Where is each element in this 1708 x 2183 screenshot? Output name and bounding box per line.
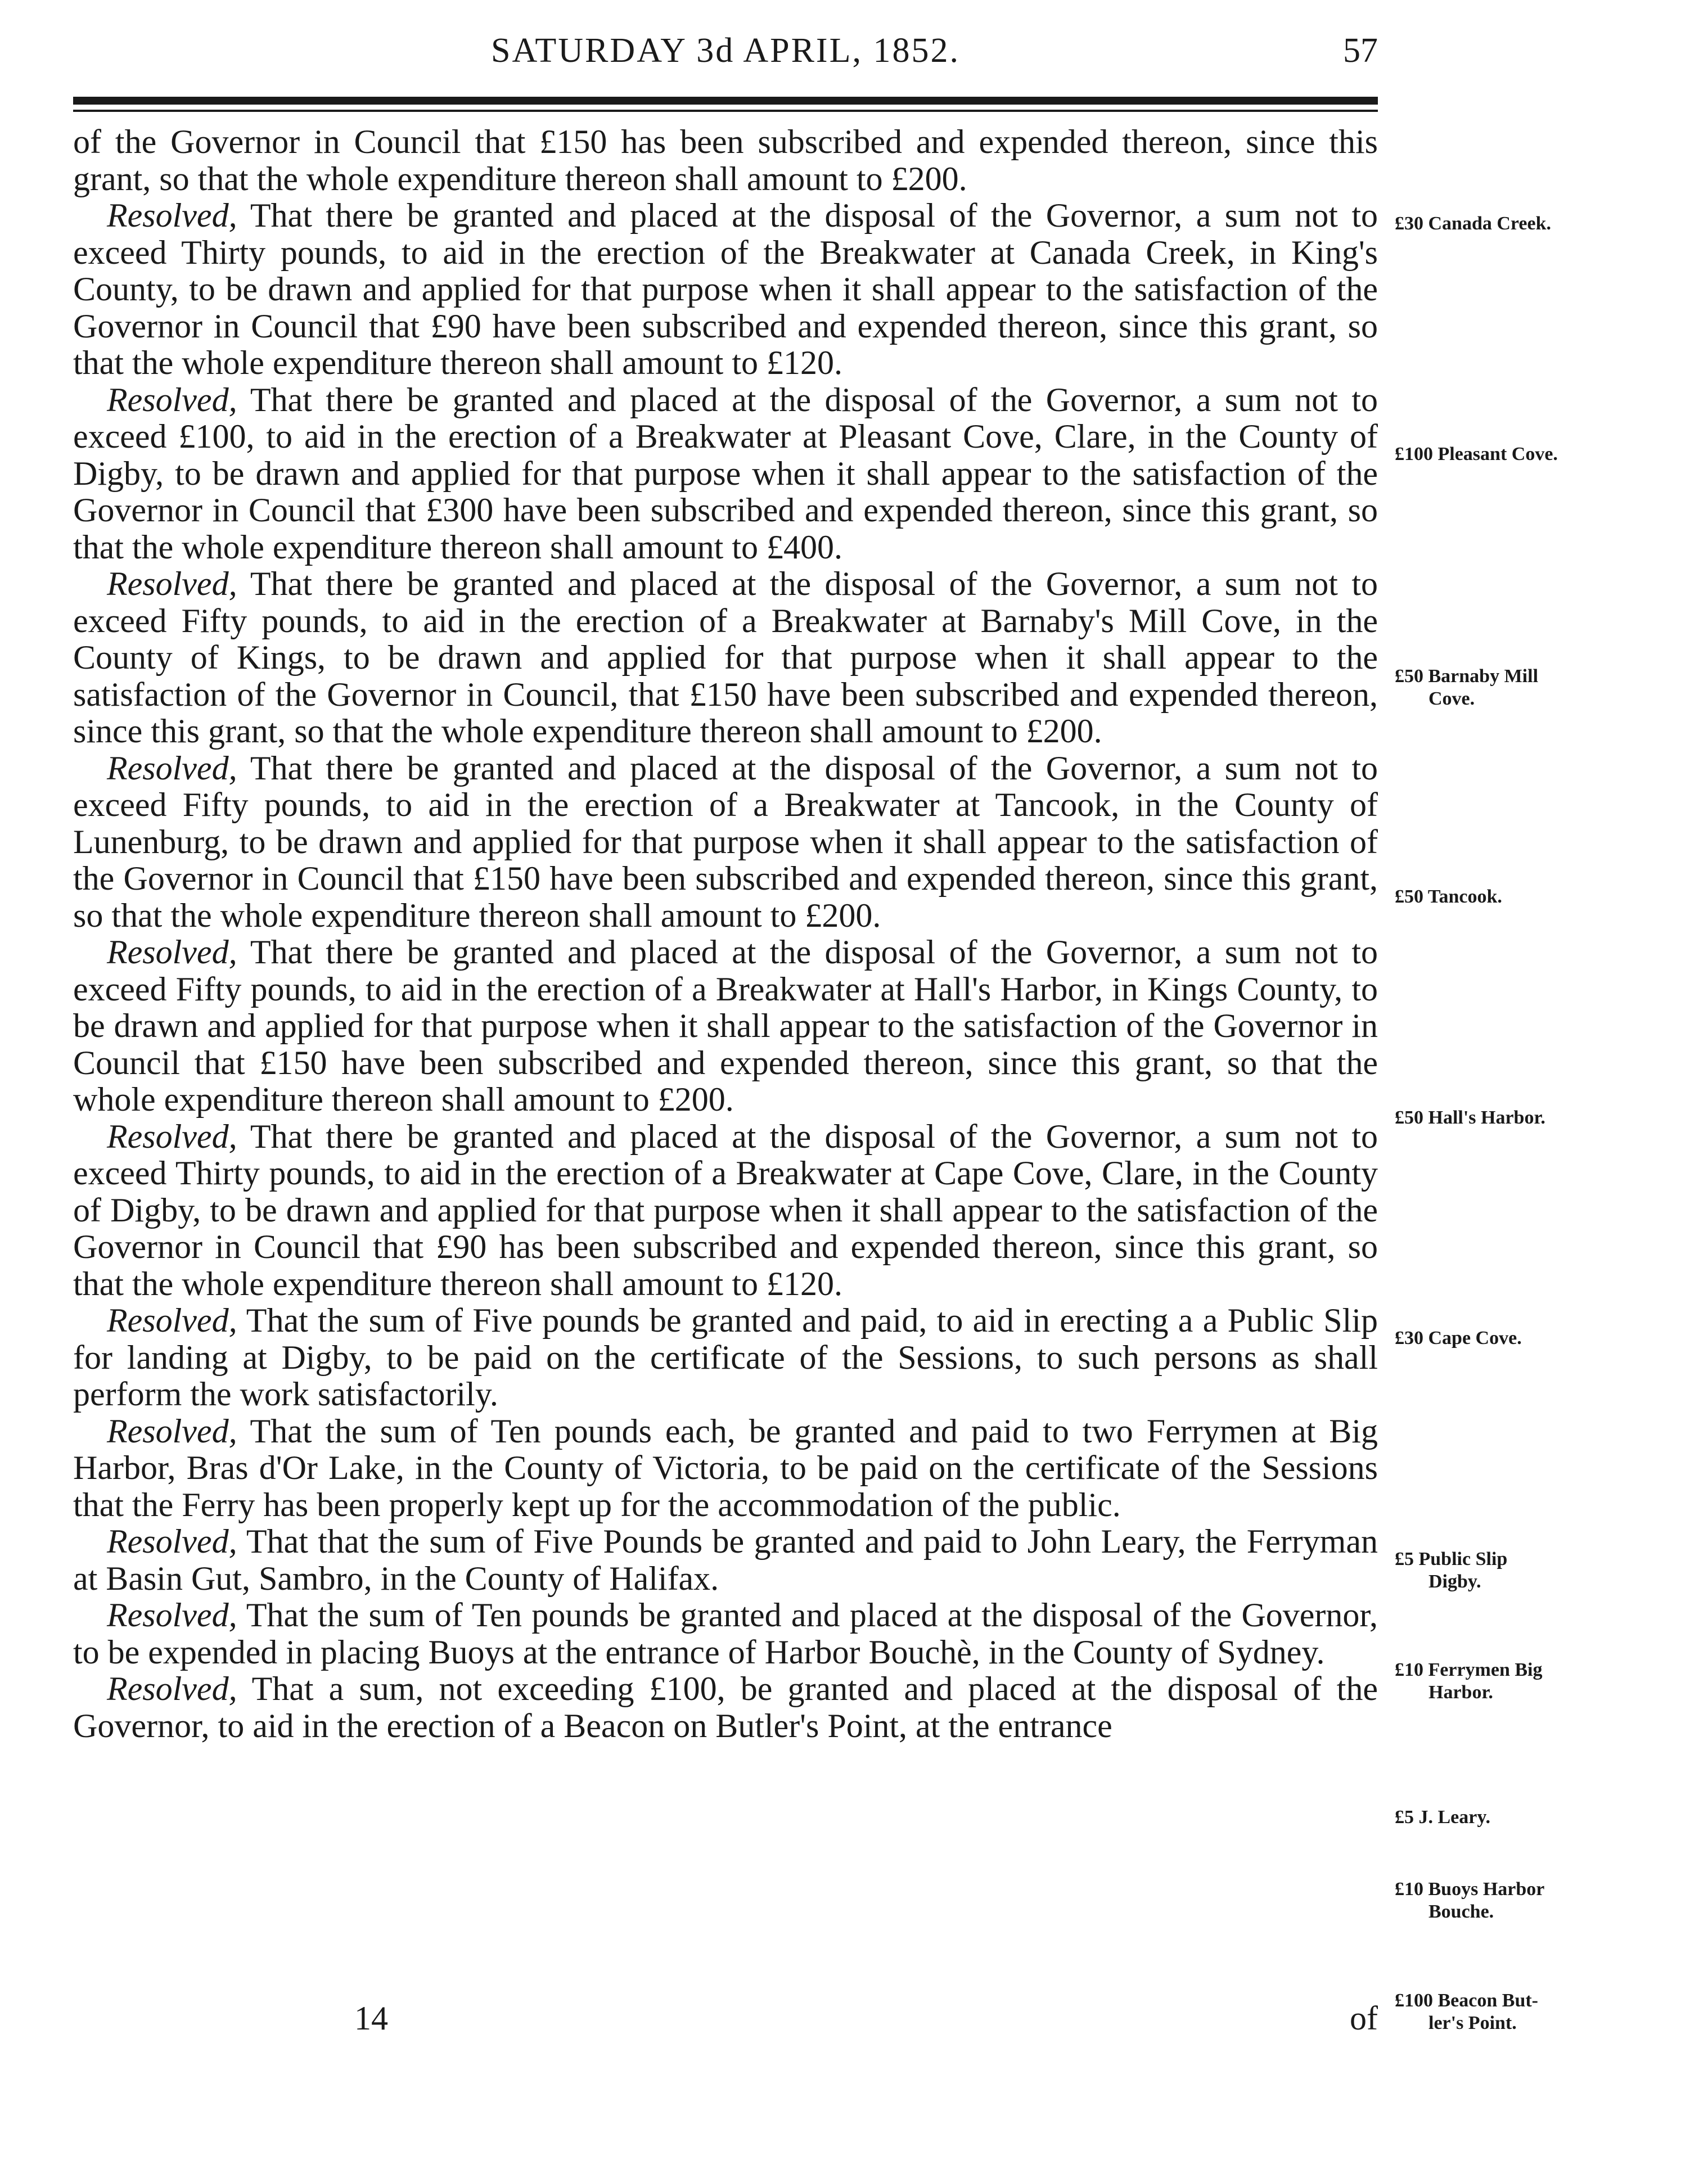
margin-note-line: £50 Hall's Harbor. (1395, 1107, 1545, 1128)
catchword: of (1350, 2000, 1378, 2037)
resolution-cape-cove (73, 1118, 1378, 1303)
signature-mark: 14 (354, 2000, 388, 2037)
margin-note-tancook (1395, 886, 1620, 908)
paragraph-continuation (73, 124, 1378, 197)
resolved-lead: Resolved, (107, 1670, 237, 1707)
paragraph-text: That a sum, not exceeding £100, be granted and placed at the disposal of the Governor, to aid in the erection of a Beacon on Butler's Point, at the entrance (73, 1670, 1378, 1744)
resolution-halls-harbor (73, 934, 1378, 1118)
resolution-tancook (73, 750, 1378, 935)
resolved-lead: Resolved, (107, 1523, 237, 1560)
margin-note-halls-harbor (1395, 1107, 1620, 1129)
resolved-lead: Resolved, (107, 381, 237, 418)
resolution-public-slip (73, 1302, 1378, 1413)
margin-note-line: £100 Beacon But- (1395, 1990, 1538, 2011)
resolution-ferrymen (73, 1413, 1378, 1524)
paragraph-text: That there be granted and placed at the disposal of the Governor, a sum not to exceed Fifty pounds, to aid in the erection of a Breakwater at Hall's Harbor, in Kings County, to be drawn and applied for that purpose when it shall appear to the satisfaction of the Governor in Council that £150 have been subscribed and expended thereon, since this grant, so that the whole expenditure thereon shall amount to £200. (73, 933, 1378, 1118)
margin-note-line: ler's Point. (1428, 2013, 1517, 2033)
paragraph-text: That there be granted and placed at the disposal of the Governor, a sum not to exceed Fifty pounds, to aid in the erection of a Breakwater at Barnaby's Mill Cove, in the County of Kings, to be drawn and applied for that purpose when it shall appear to the satisfaction of the Governor in Council, that £150 have been subscribed and expended thereon, since this grant, so that the whole expenditure thereon shall amount to £200. (73, 565, 1378, 750)
header-rule-thin (73, 110, 1378, 112)
margin-note-canada-creek (1395, 213, 1620, 235)
header-rule-thick (73, 97, 1378, 105)
margin-note-pleasant-cove (1395, 443, 1620, 466)
resolution-beacon (73, 1671, 1378, 1744)
resolved-lead: Resolved, (107, 565, 237, 602)
paragraph-text: That the sum of Ten pounds each, be granted and paid to two Ferrymen at Big Harbor, Bras d'Or Lake, in the County of Victoria, to be paid on the certificate of the Sessions that the Ferry has been properly kept up for the accommodation of the public. (73, 1412, 1378, 1523)
resolution-john-leary (73, 1523, 1378, 1597)
header-title: SATURDAY 3d APRIL, 1852. (491, 31, 960, 70)
margin-note-public-slip (1395, 1548, 1620, 1593)
margin-note-cape-cove (1395, 1327, 1620, 1350)
resolution-buoys (73, 1597, 1378, 1671)
page-header (73, 25, 1378, 76)
margin-note-line: Harbor. (1428, 1682, 1493, 1703)
paragraph-text: That that the sum of Five Pounds be granted and paid to John Leary, the Ferryman at Basin Gut, Sambro, in the County of Halifax. (73, 1523, 1378, 1597)
resolved-lead: Resolved, (107, 1412, 237, 1450)
paragraph-text: That there be granted and placed at the disposal of the Governor, a sum not to exceed Thirty pounds, to aid in the erection of the Breakwater at Canada Creek, in King's County, to be drawn and applied for that purpose when it shall appear to the satisfaction of the Governor in Council that £90 have been subscribed and expended thereon, since this grant, so that the whole expenditure thereon shall amount to £120. (73, 197, 1378, 381)
page-footer (73, 1999, 1378, 2044)
resolution-pleasant-cove (73, 382, 1378, 566)
margin-note-line: £50 Barnaby Mill (1395, 666, 1539, 687)
margin-note-line: £5 Public Slip (1395, 1549, 1508, 1569)
margin-note-line: £10 Ferrymen Big (1395, 1659, 1543, 1680)
margin-note-buoys (1395, 1878, 1620, 1923)
resolution-canada-creek (73, 197, 1378, 382)
paragraph-text: That the sum of Ten pounds be granted and placed at the disposal of the Governor, to be expended in placing Buoys at the entrance of Harbor Bouchè, in the County of Sydney. (73, 1596, 1378, 1671)
resolved-lead: Resolved, (107, 1596, 237, 1634)
margin-note-barnaby-mill (1395, 665, 1620, 710)
margin-note-line: £30 Canada Creek. (1395, 213, 1551, 234)
body-text (73, 124, 1378, 1744)
margin-note-ferrymen (1395, 1659, 1620, 1704)
resolved-lead: Resolved, (107, 1302, 237, 1339)
resolved-lead: Resolved, (107, 197, 237, 234)
resolved-lead: Resolved, (107, 933, 237, 971)
page-number: 57 (1343, 31, 1378, 70)
margin-note-line: £10 Buoys Harbor (1395, 1879, 1545, 1900)
paragraph-text: That the sum of Five pounds be granted and paid, to aid in erecting a a Public Slip for landing at Digby, to be paid on the certificate of the Sessions, to such persons as shall perform the work satisfactorily. (73, 1302, 1378, 1413)
margin-note-line: £30 Cape Cove. (1395, 1328, 1522, 1348)
margin-note-j-leary (1395, 1806, 1620, 1829)
margin-note-line: Bouche. (1428, 1901, 1494, 1922)
margin-note-line: Cove. (1428, 688, 1475, 709)
paragraph-text: That there be granted and placed at the disposal of the Governor, a sum not to exceed Thirty pounds, to aid in the erection of a Breakwater at Cape Cove, Clare, in the County of Digby, to be drawn and applied for that purpose when it shall appear to the satisfaction of the Governor in Council that £90 has been subscribed and expended thereon, since this grant, so that the whole expenditure thereon shall amount to £120. (73, 1117, 1378, 1302)
margin-note-line: £5 J. Leary. (1395, 1807, 1490, 1828)
margin-note-line: £100 Pleasant Cove. (1395, 444, 1558, 464)
paragraph-text: That there be granted and placed at the disposal of the Governor, a sum not to exceed £100, to aid in the erection of a Breakwater at Pleasant Cove, Clare, in the County of Digby, to be drawn and applied for that purpose when it shall appear to the satisfaction of the Governor in Council that £300 have been subscribed and expended thereon, since this grant, so that the whole expenditure thereon shall amount to £400. (73, 381, 1378, 566)
paragraph-text: of the Governor in Council that £150 has been subscribed and expended thereon, since this grant, so that the whole expenditure thereon shall amount to £200. (73, 123, 1378, 197)
resolved-lead: Resolved, (107, 1117, 237, 1155)
margin-note-line: £50 Tancook. (1395, 886, 1502, 907)
paragraph-text: That there be granted and placed at the disposal of the Governor, a sum not to exceed Fifty pounds, to aid in the erection of a Breakwater at Tancook, in the County of Lunenburg, to be drawn and applied for that purpose when it shall appear to the satisfaction of the Governor in Council that £150 have been subscribed and expended thereon, since this grant, so that the whole expenditure thereon shall amount to £200. (73, 749, 1378, 934)
margin-note-line: Digby. (1428, 1571, 1481, 1592)
resolved-lead: Resolved, (107, 749, 237, 787)
margin-note-beacon (1395, 1990, 1620, 2035)
resolution-barnaby-mill-cove (73, 566, 1378, 750)
